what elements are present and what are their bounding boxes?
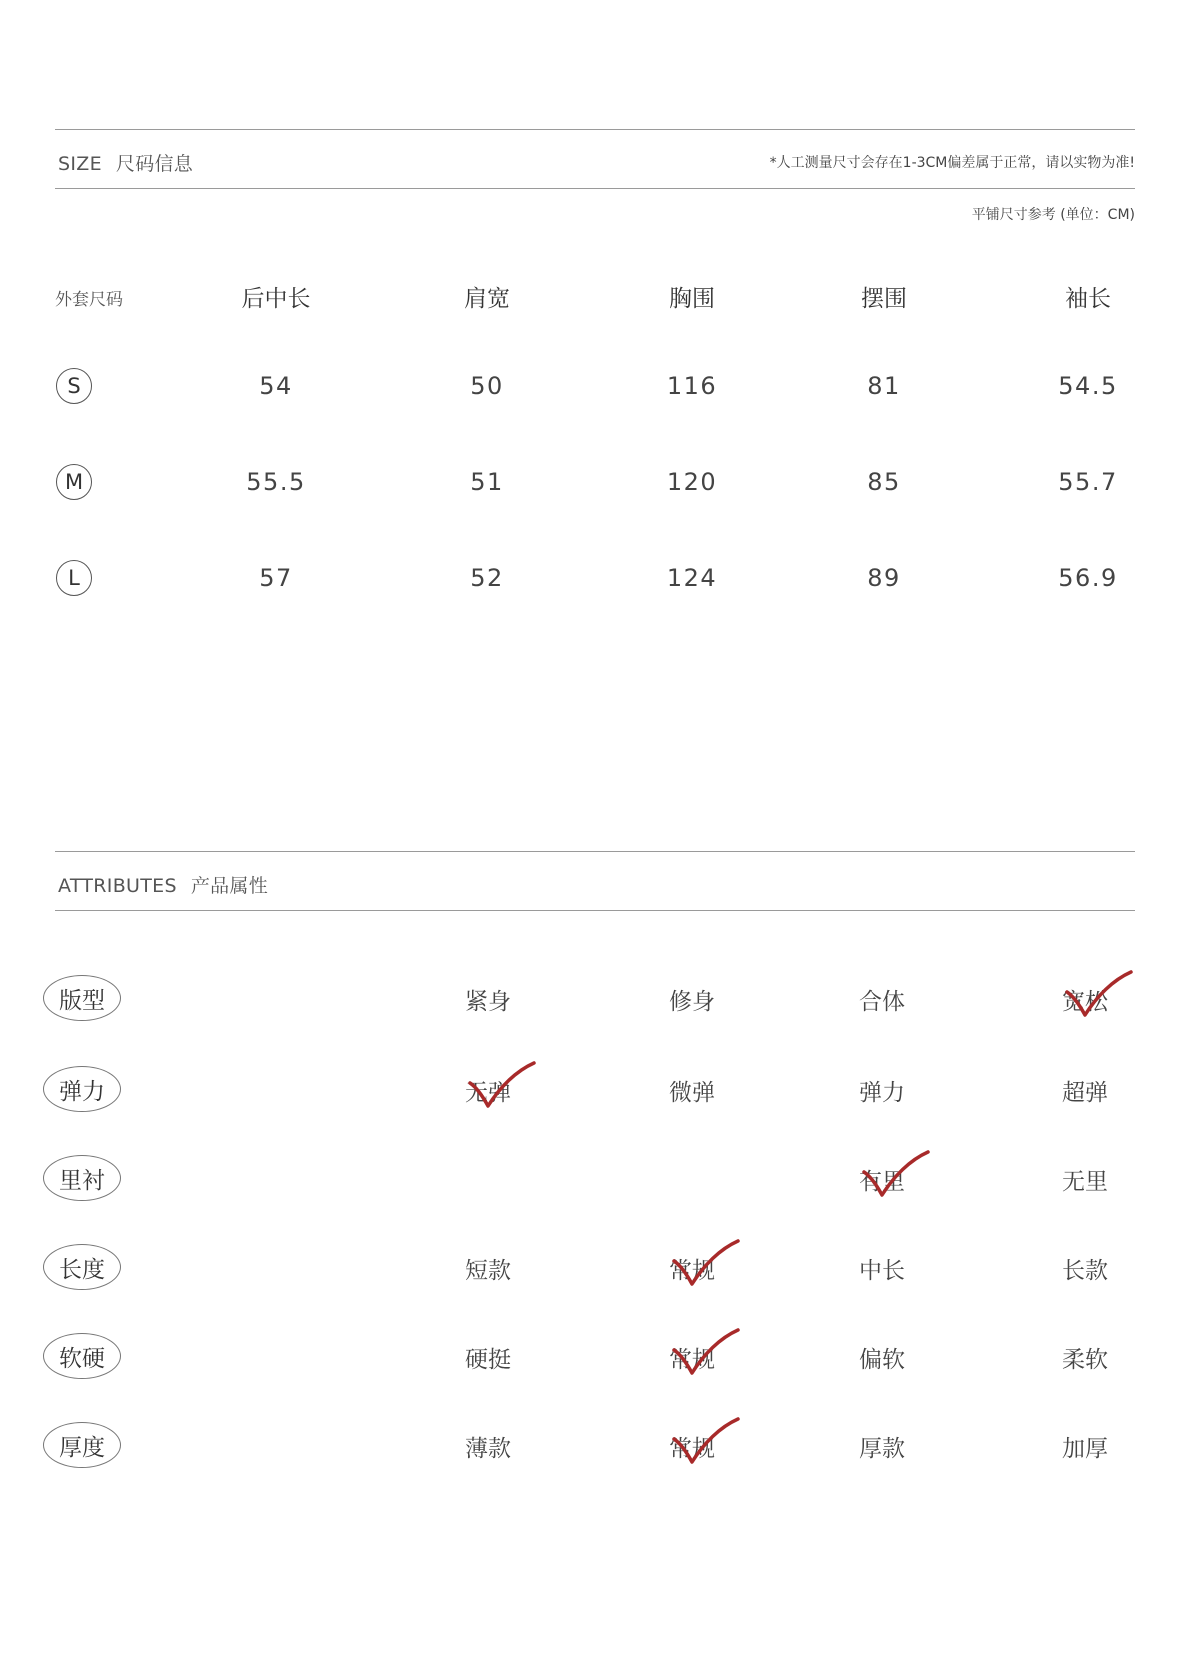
attributes-title-rule (55, 910, 1135, 911)
attribute-option: 柔软 (1062, 1347, 1108, 1373)
size-badge-m: M (56, 464, 92, 500)
attribute-option: 无里 (1062, 1169, 1108, 1195)
check-mark-icon (860, 1150, 930, 1200)
size-title-rule (55, 188, 1135, 189)
table-cell: 89 (867, 564, 901, 592)
table-cell: 85 (867, 468, 901, 496)
attribute-option: 有里 (859, 1169, 905, 1195)
table-cell: 54.5 (1058, 372, 1118, 400)
category-label: 外套尺码 (55, 290, 123, 310)
column-header: 肩宽 (464, 286, 510, 312)
table-cell: 57 (259, 564, 293, 592)
column-header: 胸围 (669, 286, 715, 312)
attribute-option: 薄款 (465, 1436, 511, 1462)
size-section-title (58, 149, 193, 176)
attribute-option: 加厚 (1062, 1436, 1108, 1462)
attribute-option: 短款 (465, 1258, 511, 1284)
size-badge-s: S (56, 368, 92, 404)
attribute-option: 中长 (859, 1258, 905, 1284)
attribute-option: 微弹 (669, 1080, 715, 1106)
measurement-note: *人工测量尺寸会存在1-3CM偏差属于正常，请以实物为准! (769, 155, 1135, 171)
table-cell: 55.7 (1058, 468, 1118, 496)
attribute-label-badge: 长度 (43, 1244, 121, 1290)
attribute-option: 超弹 (1062, 1080, 1108, 1106)
size-title-en: SIZE (58, 153, 102, 175)
table-cell: 50 (470, 372, 504, 400)
unit-note: 平铺尺寸参考 (单位：CM) (971, 207, 1135, 223)
table-cell: 55.5 (246, 468, 306, 496)
attribute-option: 合体 (859, 989, 905, 1015)
column-header: 后中长 (241, 286, 311, 312)
attributes-section-title (58, 871, 268, 898)
table-cell: 116 (666, 372, 718, 400)
check-mark-icon (466, 1061, 536, 1111)
attribute-option: 修身 (669, 989, 715, 1015)
top-rule (55, 129, 1135, 130)
attribute-option: 常规 (669, 1347, 715, 1373)
attribute-option: 偏软 (859, 1347, 905, 1373)
attribute-label-badge: 厚度 (43, 1422, 121, 1468)
column-header: 摆围 (861, 286, 907, 312)
attributes-top-rule (55, 851, 1135, 852)
attributes-title-cn: 产品属性 (190, 875, 269, 897)
size-title-cn: 尺码信息 (115, 153, 194, 175)
check-mark-icon (670, 1417, 740, 1467)
table-cell: 52 (470, 564, 504, 592)
attribute-option: 紧身 (465, 989, 511, 1015)
check-mark-icon (1063, 970, 1133, 1020)
check-mark-icon (670, 1239, 740, 1289)
attribute-option: 常规 (669, 1258, 715, 1284)
attribute-option: 无弹 (465, 1080, 511, 1106)
table-cell: 54 (259, 372, 293, 400)
attribute-option: 硬挺 (465, 1347, 511, 1373)
attribute-label-badge: 版型 (43, 975, 121, 1021)
table-cell: 56.9 (1058, 564, 1118, 592)
table-cell: 81 (867, 372, 901, 400)
attributes-title-en: ATTRIBUTES (58, 875, 177, 897)
table-cell: 51 (470, 468, 504, 496)
attribute-label-badge: 软硬 (43, 1333, 121, 1379)
table-cell: 120 (666, 468, 718, 496)
attribute-option: 长款 (1062, 1258, 1108, 1284)
size-badge-l: L (56, 560, 92, 596)
attribute-option: 厚款 (859, 1436, 905, 1462)
attribute-option: 宽松 (1062, 989, 1108, 1015)
check-mark-icon (670, 1328, 740, 1378)
column-header: 袖长 (1065, 286, 1111, 312)
attribute-option: 常规 (669, 1436, 715, 1462)
attribute-option: 弹力 (859, 1080, 905, 1106)
attribute-label-badge: 里衬 (43, 1155, 121, 1201)
attribute-label-badge: 弹力 (43, 1066, 121, 1112)
table-cell: 124 (666, 564, 718, 592)
